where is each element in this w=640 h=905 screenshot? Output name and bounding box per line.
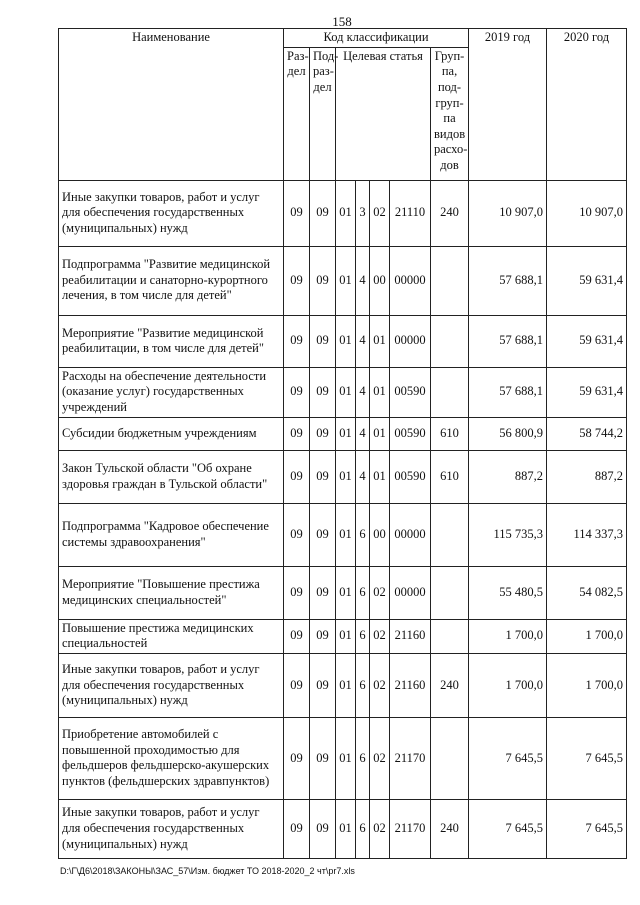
target-code-part4: 00000 (390, 315, 431, 367)
table-row (59, 450, 627, 503)
target-code-part2: 6 (356, 566, 370, 619)
target-code-part3: 00 (370, 503, 390, 566)
header-name: Наименование (59, 29, 284, 181)
target-code-part3: 02 (370, 799, 390, 858)
target-code-part2: 4 (356, 246, 370, 315)
target-code-part3: 01 (370, 417, 390, 450)
subsection-code: 09 (310, 653, 336, 717)
expense-group-code (431, 717, 469, 799)
target-code-part2: 6 (356, 717, 370, 799)
subsection-code: 09 (310, 717, 336, 799)
target-code-part1: 01 (336, 315, 356, 367)
expense-group-code: 610 (431, 417, 469, 450)
row-name: Иные закупки товаров, работ и услуг для обеспечения государственных (муниципальных) нужд (59, 799, 284, 858)
target-code-part4: 00000 (390, 503, 431, 566)
amount-2020: 58 744,2 (547, 417, 627, 450)
table-row (59, 619, 627, 653)
target-code-part4: 21160 (390, 619, 431, 653)
amount-2019: 1 700,0 (469, 619, 547, 653)
target-code-part1: 01 (336, 417, 356, 450)
target-code-part2: 4 (356, 315, 370, 367)
amount-2020: 114 337,3 (547, 503, 627, 566)
expense-group-code (431, 619, 469, 653)
subsection-code: 09 (310, 417, 336, 450)
target-code-part3: 02 (370, 653, 390, 717)
amount-2020: 59 631,4 (547, 367, 627, 417)
target-code-part1: 01 (336, 503, 356, 566)
expense-group-code (431, 566, 469, 619)
subsection-code: 09 (310, 180, 336, 246)
section-code: 09 (284, 417, 310, 450)
target-code-part4: 00590 (390, 367, 431, 417)
target-code-part3: 00 (370, 246, 390, 315)
table-row (59, 417, 627, 450)
section-code: 09 (284, 653, 310, 717)
amount-2020: 54 082,5 (547, 566, 627, 619)
header-expense-group: Груп-па, под-груп-па видов расхо-дов (431, 47, 469, 180)
table-row (59, 367, 627, 417)
table-row (59, 180, 627, 246)
target-code-part2: 4 (356, 417, 370, 450)
target-code-part1: 01 (336, 566, 356, 619)
target-code-part2: 3 (356, 180, 370, 246)
expense-group-code (431, 367, 469, 417)
expense-group-code: 240 (431, 653, 469, 717)
subsection-code: 09 (310, 246, 336, 315)
amount-2019: 7 645,5 (469, 717, 547, 799)
amount-2020: 7 645,5 (547, 799, 627, 858)
target-code-part2: 4 (356, 450, 370, 503)
table-row (59, 246, 627, 315)
target-code-part4: 00590 (390, 450, 431, 503)
target-code-part2: 6 (356, 653, 370, 717)
amount-2019: 57 688,1 (469, 367, 547, 417)
amount-2019: 115 735,3 (469, 503, 547, 566)
target-code-part4: 00590 (390, 417, 431, 450)
expense-group-code (431, 503, 469, 566)
table-row (59, 315, 627, 367)
target-code-part2: 6 (356, 619, 370, 653)
section-code: 09 (284, 315, 310, 367)
amount-2019: 55 480,5 (469, 566, 547, 619)
table-row (59, 566, 627, 619)
amount-2019: 887,2 (469, 450, 547, 503)
section-code: 09 (284, 450, 310, 503)
target-code-part1: 01 (336, 717, 356, 799)
target-code-part4: 21160 (390, 653, 431, 717)
table-row (59, 717, 627, 799)
row-name: Расходы на обеспечение деятельности (оказание услуг) государственных учреждений (59, 367, 284, 417)
section-code: 09 (284, 799, 310, 858)
amount-2020: 7 645,5 (547, 717, 627, 799)
amount-2020: 59 631,4 (547, 246, 627, 315)
amount-2019: 7 645,5 (469, 799, 547, 858)
target-code-part1: 01 (336, 367, 356, 417)
target-code-part1: 01 (336, 246, 356, 315)
subsection-code: 09 (310, 619, 336, 653)
table-row (59, 503, 627, 566)
target-code-part3: 02 (370, 619, 390, 653)
target-code-part3: 02 (370, 717, 390, 799)
row-name: Подпрограмма "Развитие медицинской реабилитации и санаторно-курортного лечения, в том числе для детей" (59, 246, 284, 315)
target-code-part1: 01 (336, 180, 356, 246)
target-code-part3: 01 (370, 315, 390, 367)
row-name: Иные закупки товаров, работ и услуг для обеспечения государственных (муниципальных) нужд (59, 180, 284, 246)
expense-group-code: 240 (431, 799, 469, 858)
amount-2020: 1 700,0 (547, 653, 627, 717)
amount-2020: 59 631,4 (547, 315, 627, 367)
table-row (59, 653, 627, 717)
table-row (59, 799, 627, 858)
row-name: Иные закупки товаров, работ и услуг для обеспечения государственных (муниципальных) нужд (59, 653, 284, 717)
section-code: 09 (284, 180, 310, 246)
section-code: 09 (284, 566, 310, 619)
header-code: Код классификации (284, 29, 469, 48)
target-code-part3: 02 (370, 180, 390, 246)
header-2020: 2020 год (547, 29, 627, 181)
section-code: 09 (284, 367, 310, 417)
expense-group-code: 610 (431, 450, 469, 503)
row-name: Подпрограмма "Кадровое обеспечение системы здравоохранения" (59, 503, 284, 566)
target-code-part2: 4 (356, 367, 370, 417)
target-code-part2: 6 (356, 799, 370, 858)
amount-2019: 57 688,1 (469, 315, 547, 367)
target-code-part3: 01 (370, 367, 390, 417)
target-code-part1: 01 (336, 619, 356, 653)
subsection-code: 09 (310, 799, 336, 858)
budget-table (58, 28, 627, 859)
amount-2019: 57 688,1 (469, 246, 547, 315)
header-section: Раз-дел (284, 47, 310, 180)
target-code-part3: 02 (370, 566, 390, 619)
target-code-part4: 00000 (390, 246, 431, 315)
subsection-code: 09 (310, 503, 336, 566)
amount-2019: 10 907,0 (469, 180, 547, 246)
amount-2019: 56 800,9 (469, 417, 547, 450)
file-path-footer: D:\Г\Д6\2018\ЗАКОНЫ\ЗАС_57\Изм. бюджет ТО 2018-2020_2 чт\pr7.xls (60, 866, 355, 876)
target-code-part3: 01 (370, 450, 390, 503)
row-name: Субсидии бюджетным учреждениям (59, 417, 284, 450)
header-subsection: Под-раз-дел (310, 47, 336, 180)
target-code-part1: 01 (336, 450, 356, 503)
amount-2020: 887,2 (547, 450, 627, 503)
page-number: 158 (332, 14, 352, 29)
section-code: 09 (284, 503, 310, 566)
expense-group-code: 240 (431, 180, 469, 246)
row-name: Мероприятие "Повышение престижа медицинских специальностей" (59, 566, 284, 619)
amount-2020: 1 700,0 (547, 619, 627, 653)
subsection-code: 09 (310, 450, 336, 503)
subsection-code: 09 (310, 315, 336, 367)
target-code-part4: 21170 (390, 717, 431, 799)
row-name: Закон Тульской области "Об охране здоровья граждан в Тульской области" (59, 450, 284, 503)
header-target-item: Целевая статья (336, 47, 431, 180)
section-code: 09 (284, 246, 310, 315)
expense-group-code (431, 246, 469, 315)
target-code-part2: 6 (356, 503, 370, 566)
subsection-code: 09 (310, 367, 336, 417)
row-name: Приобретение автомобилей с повышенной проходимостью для фельдшеров фельдшерско-акушерских пунктов (фельдшерских здравпунктов) (59, 717, 284, 799)
row-name: Повышение престижа медицинских специальностей (59, 619, 284, 653)
target-code-part1: 01 (336, 653, 356, 717)
amount-2019: 1 700,0 (469, 653, 547, 717)
header-2019: 2019 год (469, 29, 547, 181)
target-code-part4: 21170 (390, 799, 431, 858)
amount-2020: 10 907,0 (547, 180, 627, 246)
expense-group-code (431, 315, 469, 367)
subsection-code: 09 (310, 566, 336, 619)
section-code: 09 (284, 717, 310, 799)
target-code-part1: 01 (336, 799, 356, 858)
target-code-part4: 00000 (390, 566, 431, 619)
row-name: Мероприятие "Развитие медицинской реабилитации, в том числе для детей" (59, 315, 284, 367)
target-code-part4: 21110 (390, 180, 431, 246)
section-code: 09 (284, 619, 310, 653)
